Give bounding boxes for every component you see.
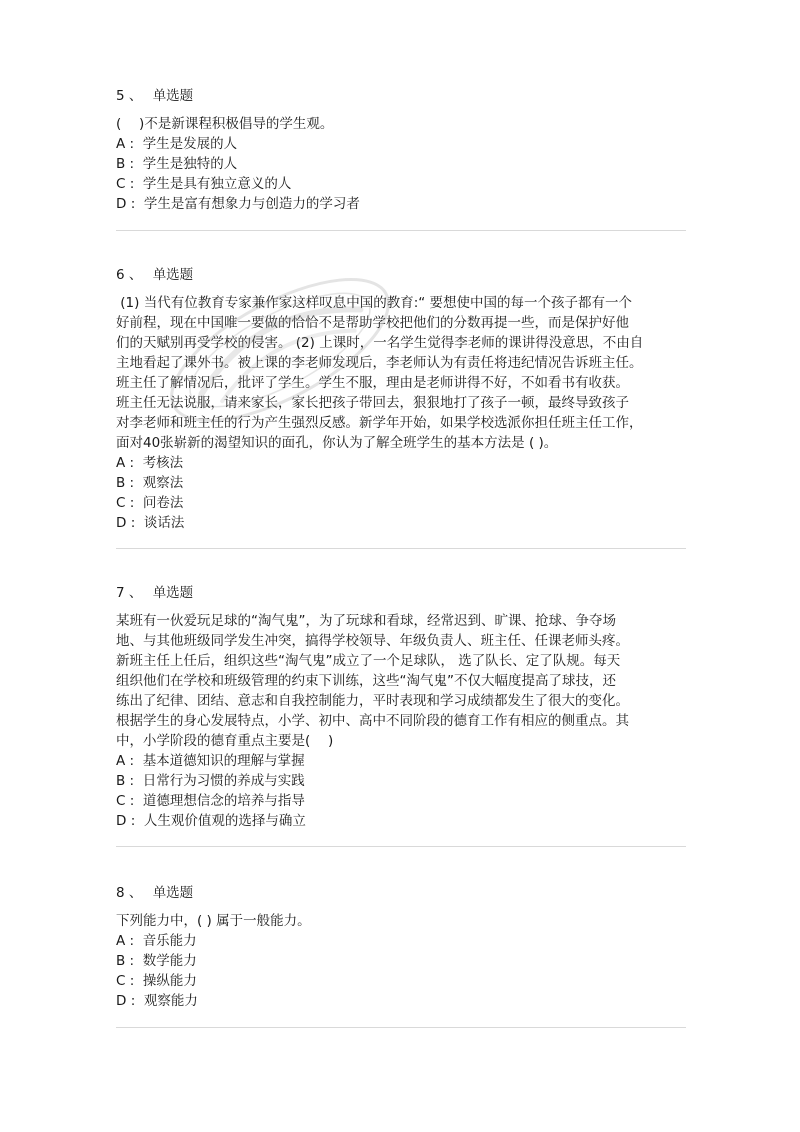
option-list <box>116 931 686 1011</box>
option-text: 学生是具有独立意义的人 <box>142 176 292 192</box>
option-sep: : <box>125 136 143 152</box>
stem-line: 班主任了解情况后，批评了学生。学生不服，理由是老师讲得不好，不如看书有收获。 <box>116 375 629 391</box>
option-a[interactable] <box>116 134 686 154</box>
question-type: 单选题 <box>152 585 194 601</box>
stem-line: 面对40张崭新的渴望知识的面孔，你认为了解全班学生的基本方法是 ( )。 <box>116 435 558 451</box>
stem-line: 练出了纪律、团结、意志和自我控制能力，平时表现和学习成绩都发生了很大的变化。 <box>116 693 629 709</box>
option-letter: C <box>116 495 126 511</box>
option-sep: : <box>126 196 144 212</box>
option-c[interactable] <box>116 174 686 194</box>
question-header <box>116 583 686 603</box>
option-sep: : <box>125 176 143 192</box>
stem-line: 们的天赋别再受学校的侵害。 (2) 上课时，一名学生觉得李老师的课讲得没意思，不由自 <box>116 335 644 351</box>
question-5 <box>116 86 686 214</box>
option-b[interactable] <box>116 951 686 971</box>
option-text: 学生是独特的人 <box>142 156 238 172</box>
option-letter: B <box>116 156 126 172</box>
option-b[interactable] <box>116 154 686 174</box>
question-7 <box>116 583 686 831</box>
question-number: 7 <box>116 585 125 601</box>
option-sep: : <box>125 973 143 989</box>
question-type: 单选题 <box>152 88 194 104</box>
option-text: 谈话法 <box>143 515 185 531</box>
option-c[interactable] <box>116 791 686 811</box>
stem-line: ( )不是新课程积极倡导的学生观。 <box>116 116 334 132</box>
stem-line: 班主任无法说服，请来家长，家长把孩子带回去，狠狠地打了孩子一顿，最终导致孩子 <box>116 395 629 411</box>
option-text: 数学能力 <box>142 953 197 969</box>
question-sep: 、 <box>128 885 143 901</box>
question-8 <box>116 883 686 1011</box>
option-sep: : <box>126 813 144 829</box>
option-letter: D <box>116 515 127 531</box>
stem-line: 某班有一伙爱玩足球的“淘气鬼”，为了玩球和看球，经常迟到、旷课、抢球、争夺场 <box>116 613 616 629</box>
option-text: 观察法 <box>142 475 184 491</box>
option-letter: B <box>116 475 126 491</box>
question-divider <box>116 1027 686 1028</box>
question-number: 6 <box>116 267 125 283</box>
option-letter: A <box>116 933 126 949</box>
option-d[interactable] <box>116 811 686 831</box>
option-letter: A <box>116 753 126 769</box>
option-sep: : <box>126 993 144 1009</box>
stem-line: 中，小学阶段的德育重点主要是( ) <box>116 733 334 749</box>
option-letter: A <box>116 136 126 152</box>
option-sep: : <box>125 495 143 511</box>
stem-line: 下列能力中，( ) 属于一般能力。 <box>116 913 311 929</box>
question-sep: 、 <box>128 88 143 104</box>
option-letter: C <box>116 793 126 809</box>
option-text: 学生是发展的人 <box>142 136 238 152</box>
question-number: 5 <box>116 88 125 104</box>
question-stem <box>116 293 686 453</box>
question-header <box>116 86 686 106</box>
option-letter: B <box>116 953 126 969</box>
stem-line: 新班主任上任后，组织这些“淘气鬼”成立了一个足球队， 选了队长、定了队规。每天 <box>116 653 621 669</box>
option-text: 观察能力 <box>143 993 198 1009</box>
stem-line: 根据学生的身心发展特点，小学、初中、高中不同阶段的德育工作有相应的侧重点。其 <box>116 713 629 729</box>
option-d[interactable] <box>116 194 686 214</box>
option-d[interactable] <box>116 513 686 533</box>
question-sep: 、 <box>128 585 143 601</box>
option-a[interactable] <box>116 751 686 771</box>
question-stem <box>116 911 686 931</box>
option-d[interactable] <box>116 991 686 1011</box>
stem-line: 组织他们在学校和班级管理的约束下训练，这些“淘气鬼”不仅大幅度提高了球技，还 <box>116 673 616 689</box>
option-letter: A <box>116 455 126 471</box>
option-text: 日常行为习惯的养成与实践 <box>142 773 305 789</box>
question-stem <box>116 114 686 134</box>
question-divider <box>116 230 686 231</box>
option-text: 操纵能力 <box>142 973 197 989</box>
question-6 <box>116 265 686 533</box>
stem-line: 主地看起了课外书。被上课的李老师发现后，李老师认为有责任将违纪情况告诉班主任。 <box>116 355 643 371</box>
option-c[interactable] <box>116 493 686 513</box>
option-letter: C <box>116 176 126 192</box>
option-text: 问卷法 <box>142 495 184 511</box>
option-sep: : <box>125 793 143 809</box>
question-number: 8 <box>116 885 125 901</box>
option-sep: : <box>125 455 143 471</box>
option-text: 基本道德知识的理解与掌握 <box>142 753 305 769</box>
question-header <box>116 883 686 903</box>
question-divider <box>116 846 686 847</box>
option-letter: D <box>116 993 127 1009</box>
stem-line: 好前程，现在中国唯一要做的恰恰不是帮助学校把他们的分数再提一些，而是保护好他 <box>116 315 629 331</box>
option-b[interactable] <box>116 473 686 493</box>
question-type: 单选题 <box>152 267 194 283</box>
option-list <box>116 134 686 214</box>
option-sep: : <box>125 933 143 949</box>
option-sep: : <box>125 753 143 769</box>
stem-line: 地、与其他班级同学发生冲突，搞得学校领导、年级负责人、班主任、任课老师头疼。 <box>116 633 629 649</box>
option-c[interactable] <box>116 971 686 991</box>
question-header <box>116 265 686 285</box>
option-text: 考核法 <box>142 455 184 471</box>
option-letter: D <box>116 813 127 829</box>
option-sep: : <box>125 475 143 491</box>
option-list <box>116 751 686 831</box>
option-list <box>116 453 686 533</box>
option-text: 人生观价值观的选择与确立 <box>143 813 306 829</box>
question-stem <box>116 611 686 751</box>
option-text: 音乐能力 <box>142 933 197 949</box>
question-divider <box>116 548 686 549</box>
option-text: 道德理想信念的培养与指导 <box>142 793 305 809</box>
stem-line: (1) 当代有位教育专家兼作家这样叹息中国的教育:“ 要想使中国的每一个孩子都有一个 <box>116 295 633 311</box>
option-sep: : <box>126 515 144 531</box>
option-sep: : <box>125 156 143 172</box>
option-letter: B <box>116 773 126 789</box>
option-a[interactable] <box>116 453 686 473</box>
option-sep: : <box>125 773 143 789</box>
stem-line: 对李老师和班主任的行为产生强烈反感。新学年开始，如果学校选派你担任班主任工作， <box>116 415 643 431</box>
option-letter: C <box>116 973 126 989</box>
option-b[interactable] <box>116 771 686 791</box>
question-type: 单选题 <box>152 885 194 901</box>
option-letter: D <box>116 196 127 212</box>
question-sep: 、 <box>128 267 143 283</box>
option-text: 学生是富有想象力与创造力的学习者 <box>143 196 360 212</box>
option-sep: : <box>125 953 143 969</box>
option-a[interactable] <box>116 931 686 951</box>
